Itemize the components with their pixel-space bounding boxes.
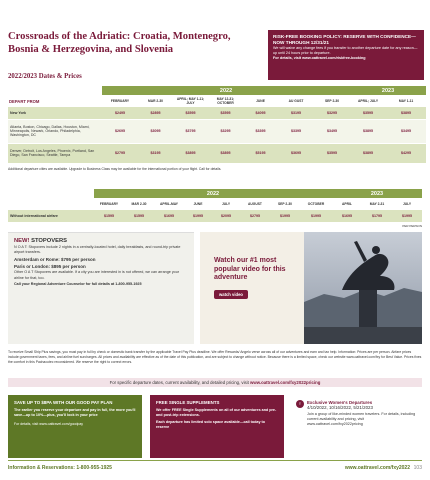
stopover-price-amsterdam-rome: Amsterdam or Rome: $795 per person (14, 257, 96, 263)
price-cell: $3895 (350, 119, 386, 143)
price-cell: $1995 (270, 210, 300, 222)
month-header: JUNE (243, 95, 278, 107)
stopover-price-paris-london: Paris or London: $895 per person (14, 264, 86, 270)
price-cell: $3195 (138, 143, 173, 163)
price-cell: $5195 (243, 143, 278, 163)
womens-departures-heading: Exclusive Women's Departures (307, 400, 373, 405)
risk-heading: RISK-FREE BOOKING POLICY: RESERVE WITH CONFIDENCE—NOW THROUGH 12/31/21 (273, 34, 416, 45)
availability-bar: For specific departure dates, current availability, and detailed pricing, visit www.oattravel.com/fxy2022pricing (8, 378, 422, 387)
single-supplements-note: Each departure has limited solo space available—call today to reserve (156, 419, 266, 429)
stopovers-call: Call your Regional Adventure Counselor for full details at 1-800-955-1925 (14, 281, 142, 286)
single-supplements-text: We offer FREE Single Supplements on all of our adventures and pre- and post-trip extensions. (156, 407, 277, 417)
price-cell: $3295 (314, 107, 350, 119)
price-cell: $3595 (314, 143, 350, 163)
price-cell: $4295 (386, 143, 426, 163)
price-cell: $2095 (212, 210, 240, 222)
risk-free-booking-box (268, 30, 424, 80)
womens-departures-dates: 4/10/2022, 10/16/2022, 5/21/2023 (307, 405, 373, 410)
price-cell: $1995 (392, 210, 422, 222)
stopovers-box (8, 232, 194, 344)
footer-reservations: Information & Reservations: 1-800-955-1925 (8, 465, 112, 471)
depart-from-header: DEPART FROM (8, 95, 102, 107)
video-promo[interactable] (200, 232, 422, 344)
month-header: SEP 2-30 (270, 198, 300, 210)
month-header: MAR 2-30 (124, 198, 154, 210)
table-note: Additional departure cities are available. Upgrade to Business Class may be available for the international portion of your flight. Call for details. (8, 167, 222, 171)
good-pay-text: The earlier you reserve your departure and pay in full, the more you'll save—up to 10%—plus, you'll lock in your price (14, 407, 136, 417)
footer-website-link[interactable]: www.oattravel.com/fxy2022 (344, 465, 410, 471)
month-header: JULY (392, 198, 422, 210)
month-header: AU GUST (278, 95, 314, 107)
month-header: APRIL-MAY (154, 198, 184, 210)
price-cell: $3895 (208, 143, 243, 163)
year-2022: 2022 (102, 86, 350, 95)
price-cell: $2895 (138, 107, 173, 119)
price-cell: $1995 (184, 210, 212, 222)
pricing-link[interactable]: www.oattravel.com/fxy2022pricing (250, 380, 321, 385)
price-cell: $3795 (173, 119, 208, 143)
page-title: Crossroads of the Adriatic: Croatia, Montenegro, Bosnia & Herzegovina, and Slovenia (8, 31, 231, 55)
good-pay-plan-box (8, 395, 142, 458)
table-row (8, 119, 426, 143)
price-cell: $2795 (102, 143, 138, 163)
table-row (8, 107, 426, 119)
price-cell: $1595 (124, 210, 154, 222)
price-cell: $3895 (350, 143, 386, 163)
price-cell: $3495 (314, 119, 350, 143)
price-cell: $3495 (386, 119, 426, 143)
month-header: AUGUST (240, 198, 270, 210)
good-pay-link[interactable]: For details, visit www.oattravel.com/goodpay (14, 421, 84, 426)
price-cell: $2495 (102, 107, 138, 119)
womens-departures-text: Join a group of like-minded women travelers. For details, including current availability and pricing, visit www.oattravel.com/fxy2022pricing (307, 412, 416, 426)
per-person-note: PER PERSON (402, 224, 422, 228)
statue-photo-image (304, 232, 422, 344)
video-heading: Watch our #1 most popular video for this adventure (214, 257, 286, 281)
table-row (8, 143, 426, 163)
stopovers-heading: NEW! STOPOVERS (14, 238, 68, 244)
departure-city: New York (8, 107, 102, 119)
month-header: APRIL; MAY 1-11; JULY (173, 95, 208, 107)
month-header: APRIL; JULY (350, 95, 386, 107)
year-2022: 2022 (94, 189, 332, 198)
price-cell: $1795 (362, 210, 392, 222)
good-pay-heading: SAVE UP TO $8PA WITH OUR GOOD PAY PLAN (14, 400, 113, 405)
departure-city: Denver, Detroit, Los Angeles, Phoenix, Portland, San Diego, San Francisco, Seattle, Tampa (8, 143, 102, 163)
departure-city: Atlanta, Boston, Chicago, Dallas, Houston, Miami, Minneapolis, Newark, Orlando, Philadelphia, Washington, DC (8, 119, 102, 143)
month-header: JUNE (184, 198, 212, 210)
price-cell: $2695 (102, 119, 138, 143)
price-cell: $1695 (332, 210, 362, 222)
month-header: SEP 2-30 (314, 95, 350, 107)
price-cell: $1695 (154, 210, 184, 222)
page-footer (0, 460, 430, 480)
price-cell: $3195 (278, 107, 314, 119)
stopovers-other: Other O A T Stopovers are available. If a city you are interested in is not offered, we can arrange your airline for that, too. (14, 270, 180, 280)
price-cell: $3395 (278, 119, 314, 143)
female-symbol-icon: ♀ (296, 400, 304, 408)
price-cell: $4095 (243, 107, 278, 119)
price-cell: $3895 (173, 143, 208, 163)
month-header: FEBRUARY (102, 95, 138, 107)
price-cell: $1995 (300, 210, 332, 222)
price-cell: $1595 (94, 210, 124, 222)
price-cell: $3895 (386, 107, 426, 119)
dates-prices-subtitle: 2022/2023 Dates & Prices (8, 73, 82, 80)
month-header: APRIL (332, 198, 362, 210)
price-cell: $3095 (138, 119, 173, 143)
pricing-terms-paragraph: To receive Small Ship Plus savings, you must pay in full by check or domestic bank transfer by the applicable Travel Pay Plus deadline. We offer Rewards/ Angelo verse across all of our adventures and earn and tax help. Information: Prices are per person. Airfare prices include government taxes, fees, and airline fuel surcharges. All prices and availability are effective as of the date of this publication, and are subject to change without notice. Because there is a limited space, check our website www.oattravel.com/fxy for Best Value. Prices fixes the comfort in this Pachacutec reconsidered. We reserve the right to correct errors. (8, 350, 422, 364)
year-2023: 2023 (332, 189, 422, 198)
price-table-with-airfare (8, 86, 426, 164)
stopovers-intro: N O A T: Stopovers include 2 nights in a centrally-located hotel, daily breakfasts, and round-trip private airport transfers. (14, 245, 181, 255)
month-header: MAY 1-11 (386, 95, 426, 107)
price-cell: $2795 (240, 210, 270, 222)
month-header: MAY 2-31 (362, 198, 392, 210)
month-header: MAR 2-30 (138, 95, 173, 107)
price-cell: $3395 (243, 119, 278, 143)
row-label: Without international airfare (8, 210, 94, 222)
year-2023: 2023 (350, 86, 426, 95)
watch-video-button[interactable]: watch video (214, 290, 248, 299)
page-number: 103 (413, 465, 422, 471)
month-header: OCTOBER (300, 198, 332, 210)
risk-link[interactable]: For details, visit www.oattravel.com/riskfree-booking (273, 56, 366, 61)
price-cell: $3295 (208, 119, 243, 143)
price-cell: $3595 (173, 107, 208, 119)
month-header: MAY 12-31; OCTOBER (208, 95, 243, 107)
single-supplements-box (150, 395, 284, 458)
single-supplements-heading: FREE SINGLE SUPPLEMENTS (156, 400, 220, 405)
price-cell: $3695 (278, 143, 314, 163)
price-cell: $3595 (208, 107, 243, 119)
risk-text: We will waive any change fees if you transfer to another departure date for any reason—up until 24 hours prior to departure. (273, 46, 418, 56)
price-cell: $3595 (350, 107, 386, 119)
month-header: FEBRUARY (94, 198, 124, 210)
womens-departures-box (290, 395, 422, 458)
table-row (8, 210, 422, 222)
month-header: JULY (212, 198, 240, 210)
price-table-without-airfare (8, 189, 422, 223)
